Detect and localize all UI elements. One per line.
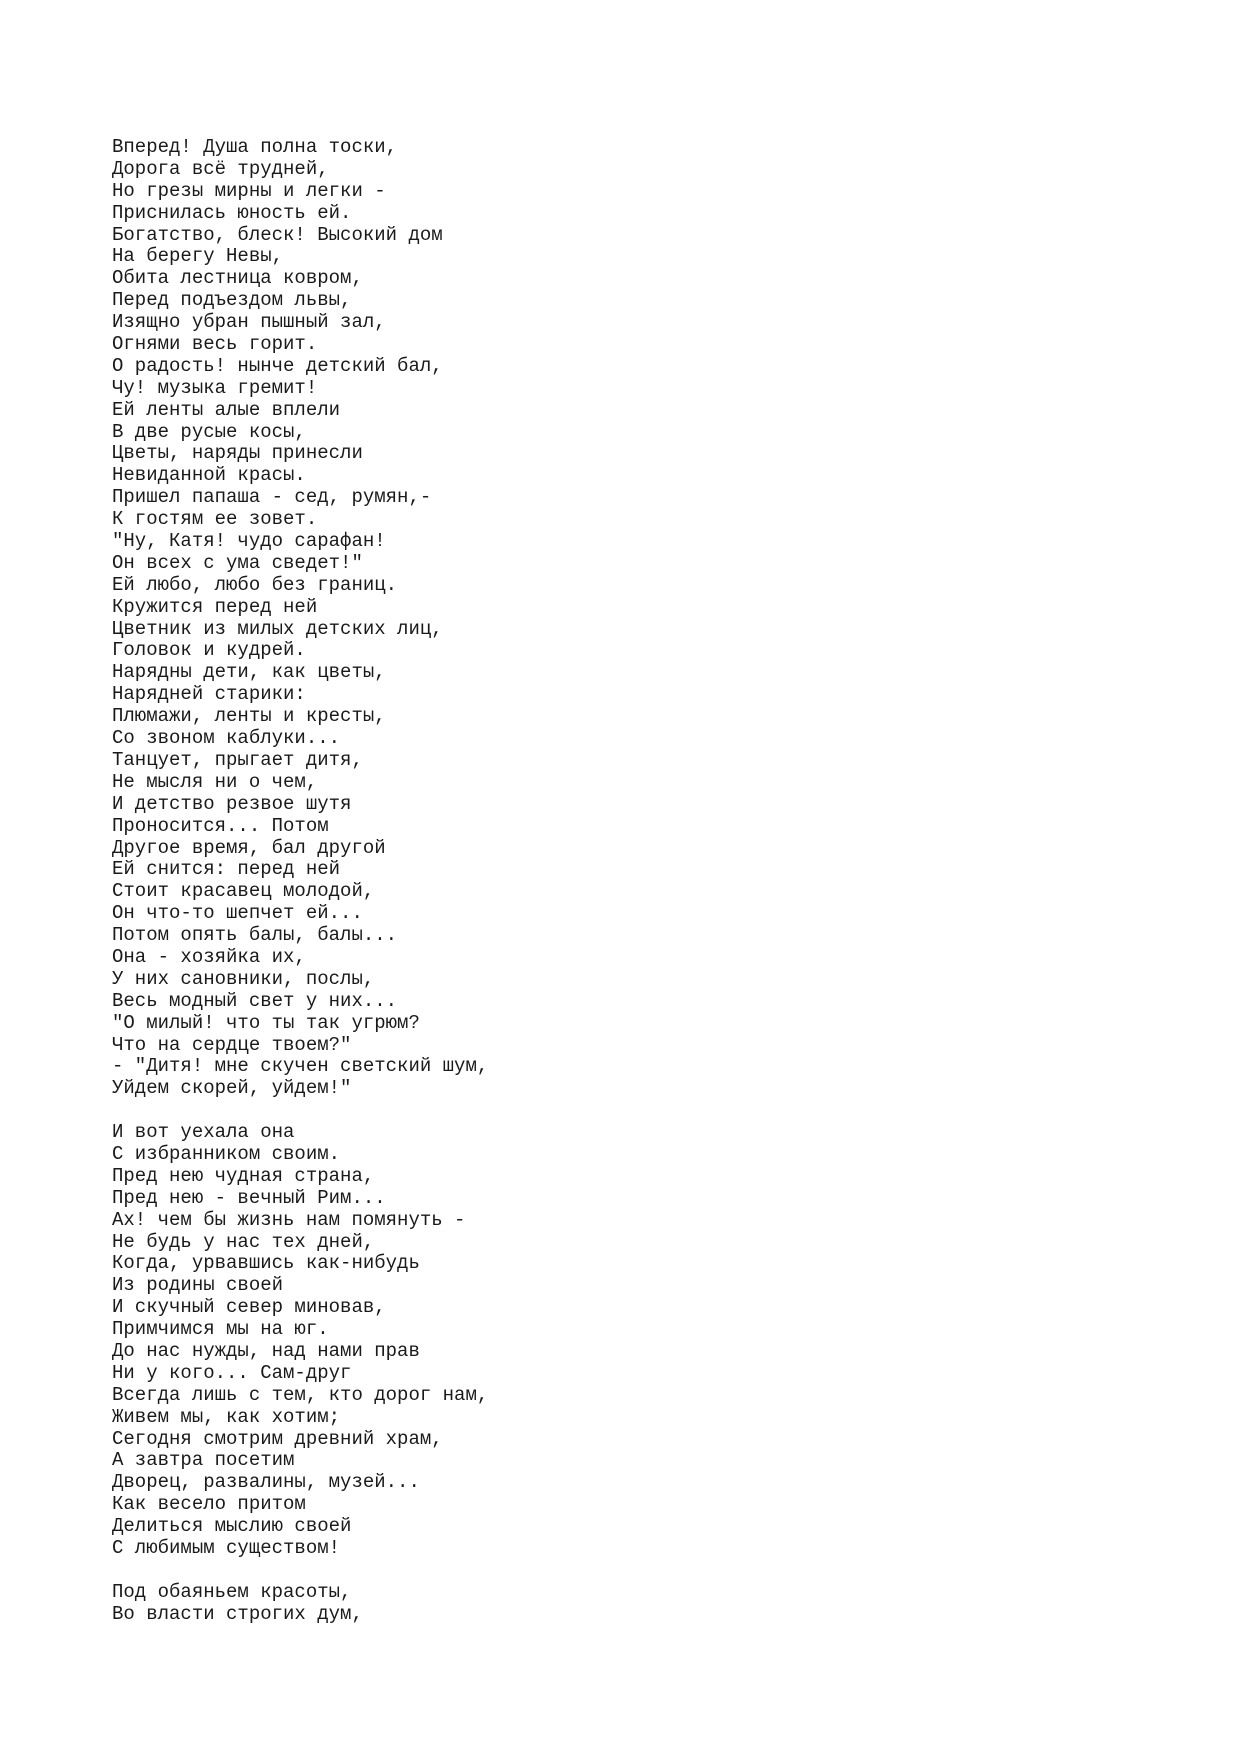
poem-line: Потом опять балы, балы... xyxy=(112,924,398,947)
poem-line: "О милый! что ты так угрюм? xyxy=(112,1011,420,1034)
poem-line: С любимым существом! xyxy=(112,1537,341,1559)
poem-line: Нарядней старики: xyxy=(112,683,306,706)
poem-line: Ах! чем бы жизнь нам помянуть - xyxy=(112,1208,466,1231)
poem-line: Цветник из милых детских лиц, xyxy=(112,617,443,640)
poem-line: К гостям ее зовет. xyxy=(112,508,318,531)
poem-line: Со звоном каблуки... xyxy=(112,727,341,750)
poem-line: Приснилась юность ей. xyxy=(112,201,352,224)
poem-line: С избранником своим. xyxy=(112,1142,341,1165)
poem-line: Как весело притом xyxy=(112,1493,306,1516)
poem-line: И вот уехала она xyxy=(112,1121,295,1144)
poem-line: Из родины своей xyxy=(112,1274,284,1297)
poem-line: Танцует, прыгает дитя, xyxy=(112,748,363,771)
poem-line: Обита лестница ковром, xyxy=(112,267,363,290)
poem-line: Чу! музыка гремит! xyxy=(112,376,318,399)
poem-line: Он что-то шепчет ей... xyxy=(112,902,363,925)
poem-line: Плюмажи, ленты и кресты, xyxy=(112,705,386,728)
poem-line: Проносится... Потом xyxy=(112,814,329,837)
poem-line: Не будь у нас тех дней, xyxy=(112,1230,375,1253)
poem-line: Стоит красавец молодой, xyxy=(112,880,375,903)
poem-line: Ей ленты алые вплели xyxy=(112,398,341,421)
poem-line: О радость! нынче детский бал, xyxy=(112,354,443,377)
poem-line: Ей снится: перед ней xyxy=(112,858,341,881)
poem-line: Кружится перед ней xyxy=(112,595,318,618)
poem-line: Изящно убран пышный зал, xyxy=(112,311,386,334)
poem-line: Он всех с ума сведет!" xyxy=(112,551,363,574)
poem-line: А завтра посетим xyxy=(112,1449,295,1472)
poem-line: На берегу Невы, xyxy=(112,245,284,268)
poem-line: У них сановники, послы, xyxy=(112,967,375,990)
poem-line: Нарядны дети, как цветы, xyxy=(112,661,386,684)
poem-line: Под обаяньем красоты, xyxy=(112,1580,352,1603)
poem-line: Не мысля ни о чем, xyxy=(112,770,318,793)
stanza-2 xyxy=(112,1122,1142,1560)
stanza-3 xyxy=(112,1582,1142,1626)
poem-line: Ей любо, любо без границ. xyxy=(112,573,398,596)
poem-line: Ни у кого... Сам-друг xyxy=(112,1361,352,1384)
poem-line: Перед подъездом львы, xyxy=(112,289,352,312)
poem-line: Огнями весь горит. xyxy=(112,333,318,356)
poem-line: Примчимся мы на юг. xyxy=(112,1318,329,1341)
poem-line: Пришел папаша - сед, румян,- xyxy=(112,486,432,509)
poem-line: Пред нею чудная страна, xyxy=(112,1164,375,1187)
poem-line: Живем мы, как хотим; xyxy=(112,1405,341,1428)
poem-line: Всегда лишь с тем, кто дорог нам, xyxy=(112,1383,489,1406)
poem-line: - "Дитя! мне скучен светский шум, xyxy=(112,1055,489,1078)
poem-line: Сегодня смотрим древний храм, xyxy=(112,1427,443,1450)
poem-line: Пред нею - вечный Рим... xyxy=(112,1186,386,1209)
poem-line: Она - хозяйка их, xyxy=(112,945,306,968)
poem-line: И скучный север миновав, xyxy=(112,1296,386,1319)
poem-line: Делиться мыслию своей xyxy=(112,1515,352,1538)
poem-line: Цветы, наряды принесли xyxy=(112,442,363,465)
poem-line: Весь модный свет у них... xyxy=(112,989,398,1012)
poem-line: Во власти строгих дум, xyxy=(112,1602,363,1625)
poem-line: Богатство, блеск! Высокий дом xyxy=(112,223,443,246)
poem-line: В две русые косы, xyxy=(112,420,306,443)
poem-line: "Ну, Катя! чудо сарафан! xyxy=(112,530,386,553)
poem-line: И детство резвое шутя xyxy=(112,792,352,815)
poem-line: Другое время, бал другой xyxy=(112,836,386,859)
poem-text xyxy=(112,137,1142,1626)
poem-line: Головок и кудрей. xyxy=(112,639,306,662)
poem-line: Дорога всё трудней, xyxy=(112,157,329,180)
poem-line: Дворец, развалины, музей... xyxy=(112,1471,420,1494)
stanza-1 xyxy=(112,137,1142,1100)
poem-line: Уйдем скорей, уйдем!" xyxy=(112,1077,352,1100)
poem-line: Когда, урвавшись как-нибудь xyxy=(112,1252,420,1275)
poem-line: Но грезы мирны и легки - xyxy=(112,179,386,202)
poem-line: До нас нужды, над нами прав xyxy=(112,1339,420,1362)
poem-line: Что на сердце твоем?" xyxy=(112,1033,352,1056)
poem-line: Невиданной красы. xyxy=(112,464,306,487)
poem-line: Вперед! Душа полна тоски, xyxy=(112,136,398,158)
